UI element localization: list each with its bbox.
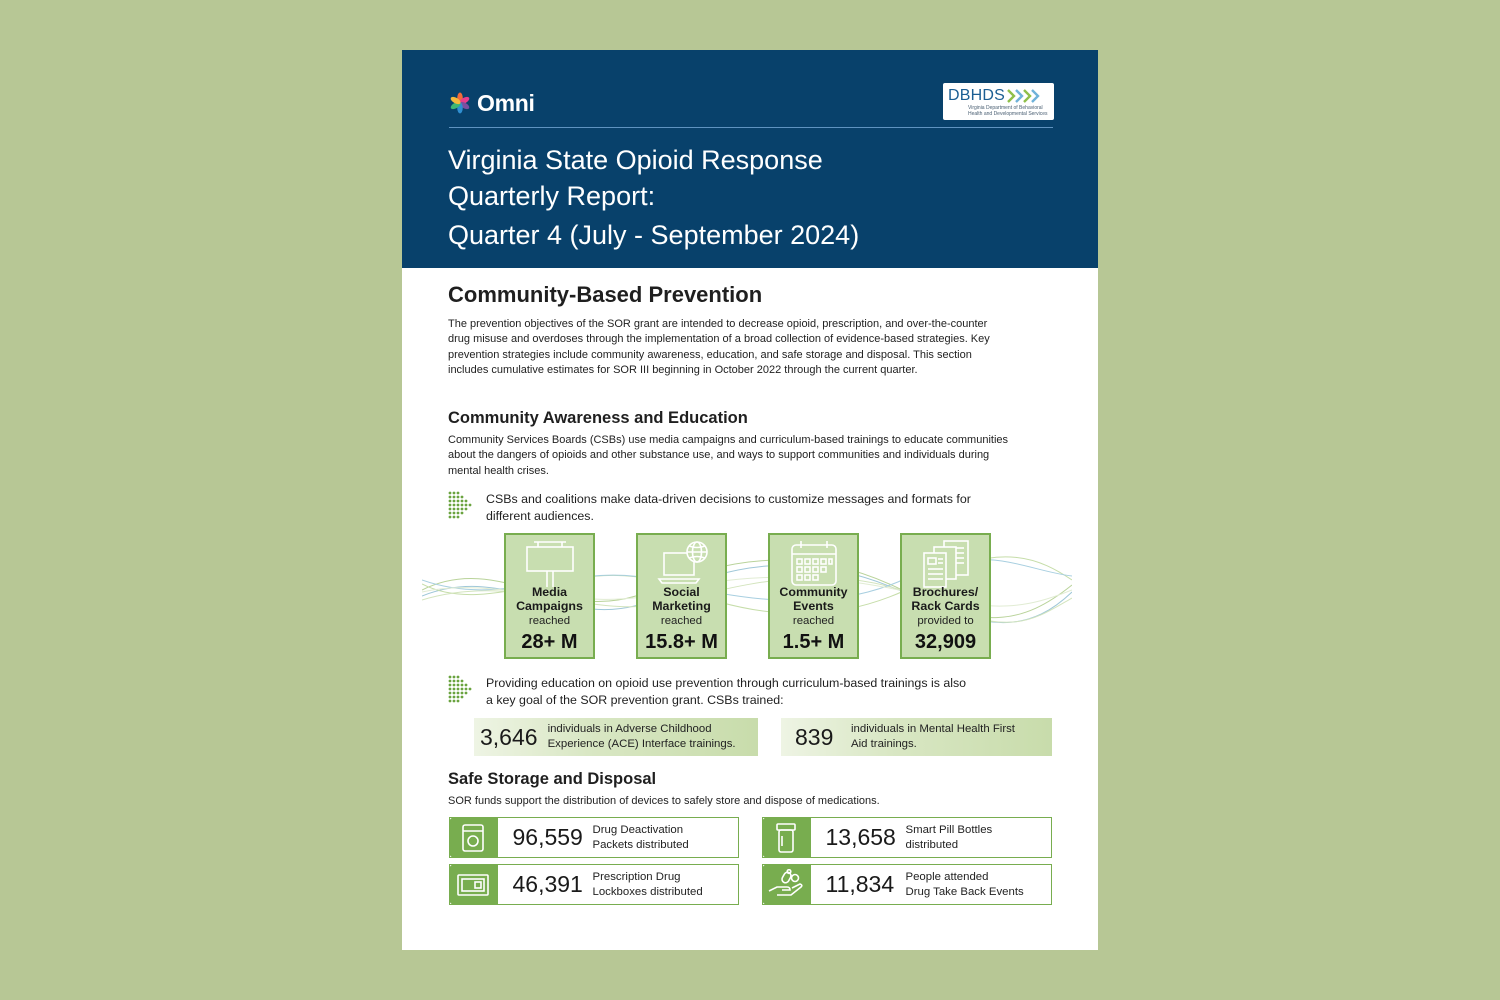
- storage-count: 46,391: [512, 871, 583, 897]
- chevrons-icon: [1007, 89, 1041, 103]
- training-description: individuals in Mental Health First Aid trainings.: [851, 723, 1015, 750]
- stat-title: Social Marketing: [652, 585, 711, 613]
- stat-card-brochures: [900, 533, 991, 659]
- training-mhfa: [781, 718, 1052, 756]
- storage-description: Prescription Drug Lockboxes distributed: [592, 870, 703, 898]
- stat-value: 1.5+ M: [782, 631, 845, 653]
- report-page: [402, 50, 1098, 950]
- storage-item-take-back: [762, 864, 1052, 905]
- storage-item-lockboxes: [449, 864, 739, 905]
- stat-subtitle: provided to: [917, 615, 974, 627]
- storage-description: Smart Pill Bottles distributed: [905, 823, 993, 851]
- stat-value: 32,909: [914, 631, 977, 653]
- dbhds-logo: [943, 83, 1054, 120]
- dbhds-wordmark: DBHDS: [948, 87, 1006, 104]
- storage-body: SOR funds support the distribution of devices to safely store and dispose of medications.: [448, 795, 880, 807]
- stat-title: Community Events: [779, 585, 848, 613]
- stat-subtitle: reached: [792, 615, 835, 627]
- bullet-education: [448, 675, 976, 708]
- laptop-globe-icon: [654, 539, 710, 589]
- storage-item-deactivation: [449, 817, 739, 858]
- stat-title: Brochures/ Rack Cards: [911, 585, 980, 613]
- dbhds-subtitle: Virginia Department of Behavioral Health and Developmental Services: [968, 105, 1048, 117]
- title-line-1: Virginia State Opioid Response: [448, 145, 823, 175]
- bullet-data-driven-text: CSBs and coalitions make data-driven decisions to customize messages and formats for different audiences.: [486, 492, 971, 523]
- section-intro: The prevention objectives of the SOR grant are intended to decrease opioid, prescription, and over-the-counter drug misuse and overdoses through the implementation of a broad collection of evidence-based strategies. Key prevention strategies include community awareness, education, and safe storage and disposal. This section includes cumulative estimates for SOR III beginning in October 2022 through the current quarter.: [448, 318, 990, 377]
- report-header: [402, 50, 1098, 268]
- report-title: [448, 142, 859, 253]
- storage-item-pill-bottles: [762, 817, 1052, 858]
- storage-count: 13,658: [825, 824, 896, 850]
- section-title: Community-Based Prevention: [448, 282, 763, 307]
- omni-logo: [449, 88, 535, 118]
- bullet-data-driven: [448, 491, 976, 524]
- stat-value: 28+ M: [521, 631, 578, 653]
- stat-value: 15.8+ M: [645, 631, 718, 653]
- stat-card-social-marketing: [636, 533, 727, 659]
- awareness-body: Community Services Boards (CSBs) use media campaigns and curriculum-based trainings to educate communities about the dangers of opioids and other substance use, and ways to support communities and individuals during mental health crises.: [448, 434, 1009, 477]
- omni-flower-icon: [449, 92, 471, 114]
- training-description: individuals in Adverse Childhood Experience (ACE) Interface trainings.: [547, 723, 736, 750]
- stat-subtitle: reached: [660, 615, 703, 627]
- omni-wordmark: Omni: [477, 89, 535, 116]
- stat-title: Media Campaigns: [516, 585, 583, 613]
- title-line-3: Quarter 4 (July - September 2024): [448, 220, 860, 250]
- storage-heading: Safe Storage and Disposal: [448, 770, 657, 788]
- training-ace: [474, 718, 758, 756]
- deactivation-packet-icon: [449, 817, 498, 858]
- stat-card-community-events: [768, 533, 859, 659]
- training-count: 3,646: [480, 723, 538, 750]
- calendar-icon: [786, 539, 842, 589]
- dotted-arrow-icon: [448, 491, 478, 519]
- header-divider: [449, 127, 1053, 128]
- stat-subtitle: reached: [528, 615, 571, 627]
- lockbox-icon: [449, 864, 498, 905]
- training-count: 839: [795, 723, 834, 750]
- stat-card-media-campaigns: [504, 533, 595, 659]
- dotted-arrow-icon: [448, 675, 478, 703]
- brochure-icon: [918, 539, 974, 589]
- bullet-education-text: Providing education on opioid use prevention through curriculum-based trainings is also a key goal of the SOR prevention grant. CSBs trained:: [486, 676, 967, 707]
- storage-count: 96,559: [512, 824, 583, 850]
- storage-description: People attended Drug Take Back Events: [905, 870, 1024, 898]
- hand-pills-icon: [762, 864, 811, 905]
- title-line-2: Quarterly Report:: [448, 181, 656, 211]
- storage-count: 11,834: [825, 871, 895, 897]
- awareness-heading: Community Awareness and Education: [448, 409, 748, 427]
- billboard-icon: [522, 539, 578, 589]
- storage-description: Drug Deactivation Packets distributed: [592, 823, 689, 851]
- pill-bottle-icon: [762, 817, 811, 858]
